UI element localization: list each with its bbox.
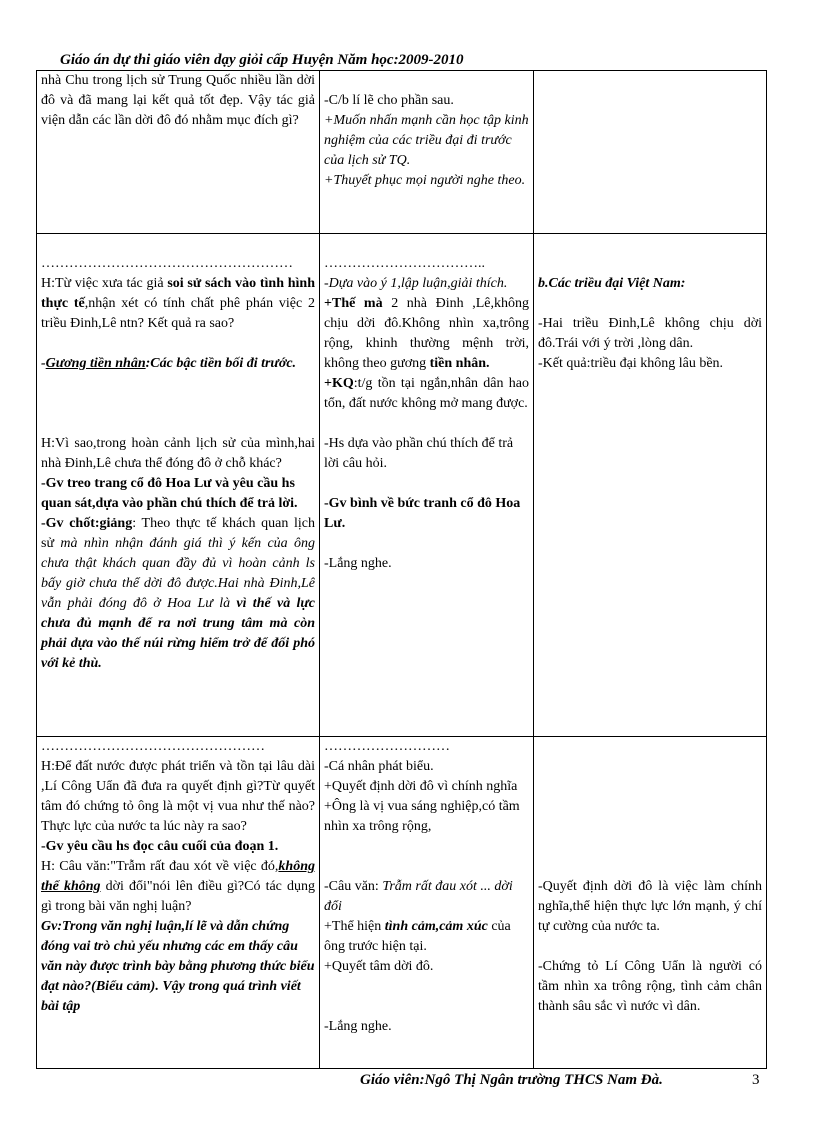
teacher-question: H:Vì sao,trong hoàn cảnh lịch sử của mình,hai nhà Đinh,Lê chưa thể đóng đô ở chỗ khác?	[41, 436, 315, 471]
content-cell	[534, 234, 767, 737]
dotted-separator: ………………………………………………	[41, 256, 293, 271]
student-answer: -Lắng nghe.	[324, 1019, 392, 1034]
student-answer: +Thế mà 2 nhà Đinh ,Lê,không chịu dời đô.Không nhìn xa,trông rộng, khinh thường mệnh trời, không theo gương tiền nhân.	[324, 296, 529, 371]
student-answer: +Ông là vị vua sáng nghiệp,có tầm nhìn xa trông rộng,	[324, 799, 520, 834]
student-answer: -Dựa vào ý 1,lập luận,giải thích.	[324, 276, 508, 291]
content-cell	[534, 737, 767, 1069]
page-number: 3	[752, 1072, 760, 1088]
student-answer: -Câu văn: Trẫm rất đau xót ... dời đổi	[324, 879, 513, 914]
teacher-question: H: Câu văn:"Trẫm rất đau xót về việc đó,không thể không dời đổi"nói lên điều gì?Có tác dụng gì trong bài văn nghị luận?	[41, 859, 315, 914]
student-cell	[320, 737, 534, 1069]
teacher-activity: -Gv bình về bức tranh cổ đô Hoa Lư.	[324, 496, 521, 531]
content-point: -Chứng tỏ Lí Công Uẩn là người có tầm nhìn xa trông rộng, tình cảm chân thành sâu sắc vì nước vì dân.	[538, 959, 762, 1014]
vocabulary-note: -Gương tiền nhân:Các bậc tiền bối đi trước.	[41, 356, 297, 371]
teacher-cell	[37, 71, 320, 234]
student-answer: +Muốn nhấn mạnh cần học tập kinh nghiệm của các triều đại đi trước của lịch sử TQ.	[324, 113, 529, 168]
student-answer: +Thể hiện tình cảm,cảm xúc của ông trước hiện tại.	[324, 919, 511, 954]
teacher-explanation: -Gv chốt:giảng: Theo thực tế khách quan lịch sử mà nhìn nhận đánh giá thì ý kến của ông chưa thật khách quan đầy đủ vì hoàn cảnh ls bấy giờ chưa thể dời đô được.Hai nhà Đinh,Lê vẫn phải đóng đô ở Hoa Lư là vì thế và lực chưa đủ mạnh để ra nơi trung tâm mà còn phải dựa vào thế núi rừng hiểm trở để đối phó với kẻ thù.	[41, 516, 316, 671]
teacher-question: H:Từ việc xưa tác giả soi sử sách vào tình hình thực tế,nhận xét có tính chất phê phán việc 2 triều Đinh,Lê ntn? Kết quả ra sao?	[41, 276, 315, 331]
lesson-table	[36, 70, 767, 1069]
student-cell	[320, 71, 534, 234]
teacher-question: nhà Chu trong lịch sử Trung Quốc nhiều lần dời đô và đã mang lại kết quả tốt đẹp. Vậy tác giả viện dẫn các lần dời đô đó nhằm mục đích gì?	[41, 73, 315, 128]
table-row	[37, 234, 767, 737]
table-row	[37, 71, 767, 234]
section-heading: b.Các triều đại Việt Nam:	[538, 276, 686, 291]
teacher-cell	[37, 737, 320, 1069]
content-point: -Quyết định dời đô là việc làm chính nghĩa,thể hiện thực lực lớn mạnh, ý chí tự cường của nước ta.	[538, 879, 762, 934]
content-cell	[534, 71, 767, 234]
teacher-activity: -Gv treo trang cổ đô Hoa Lư và yêu cầu hs quan sát,dựa vào phần chú thích để trả lời.	[41, 476, 298, 511]
student-answer: -Lắng nghe.	[324, 556, 392, 571]
dotted-separator: ………………………	[324, 739, 450, 754]
teacher-explanation: Gv:Trong văn nghị luận,lí lẽ và dẫn chứng đóng vai trò chủ yếu nhưng các em thấy câu văn này được trình bày bằng phương thức biểu đạt nào?(Biểu cảm). Vậy trong quá trình viết bài tập	[41, 919, 315, 1014]
student-answer: -C/b lí lẽ cho phần sau.	[324, 93, 454, 108]
student-answer: +KQ:t/g tồn tại ngắn,nhân dân hao tổn, đất nước không mở mang được.	[324, 376, 529, 411]
page-header: Giáo án dự thi giáo viên dạy giỏi cấp Huyện Năm học:2009-2010	[60, 52, 464, 68]
teacher-cell	[37, 234, 320, 737]
dotted-separator: ……………………………..	[324, 256, 485, 271]
content-point: -Hai triều Đinh,Lê không chịu dời đô.Trái với ý trời ,lòng dân.	[538, 316, 762, 351]
student-cell	[320, 234, 534, 737]
student-answer: -Hs dựa vào phần chú thích để trả lời câu hỏi.	[324, 436, 514, 471]
page-footer: Giáo viên:Ngô Thị Ngân trường THCS Nam Đà.	[360, 1072, 663, 1088]
dotted-separator: …………………………………………	[41, 739, 265, 754]
teacher-activity: -Gv yêu cầu hs đọc câu cuối của đoạn 1.	[41, 839, 279, 854]
student-answer: +Quyết định dời đô vì chính nghĩa	[324, 779, 518, 794]
table-row	[37, 737, 767, 1069]
student-answer: -Cá nhân phát biểu.	[324, 759, 434, 774]
teacher-question: H:Để đất nước được phát triển và tồn tại lâu dài ,Lí Công Uẩn đã đưa ra quyết định gì?Từ quyết tâm đó chứng tỏ ông là một vị vua như thế nào?Thực lực của nước ta lúc này ra sao?	[41, 759, 315, 834]
student-answer: +Thuyết phục mọi người nghe theo.	[324, 173, 526, 188]
content-point: -Kết quả:triều đại không lâu bền.	[538, 356, 724, 371]
student-answer: +Quyết tâm dời đô.	[324, 959, 434, 974]
